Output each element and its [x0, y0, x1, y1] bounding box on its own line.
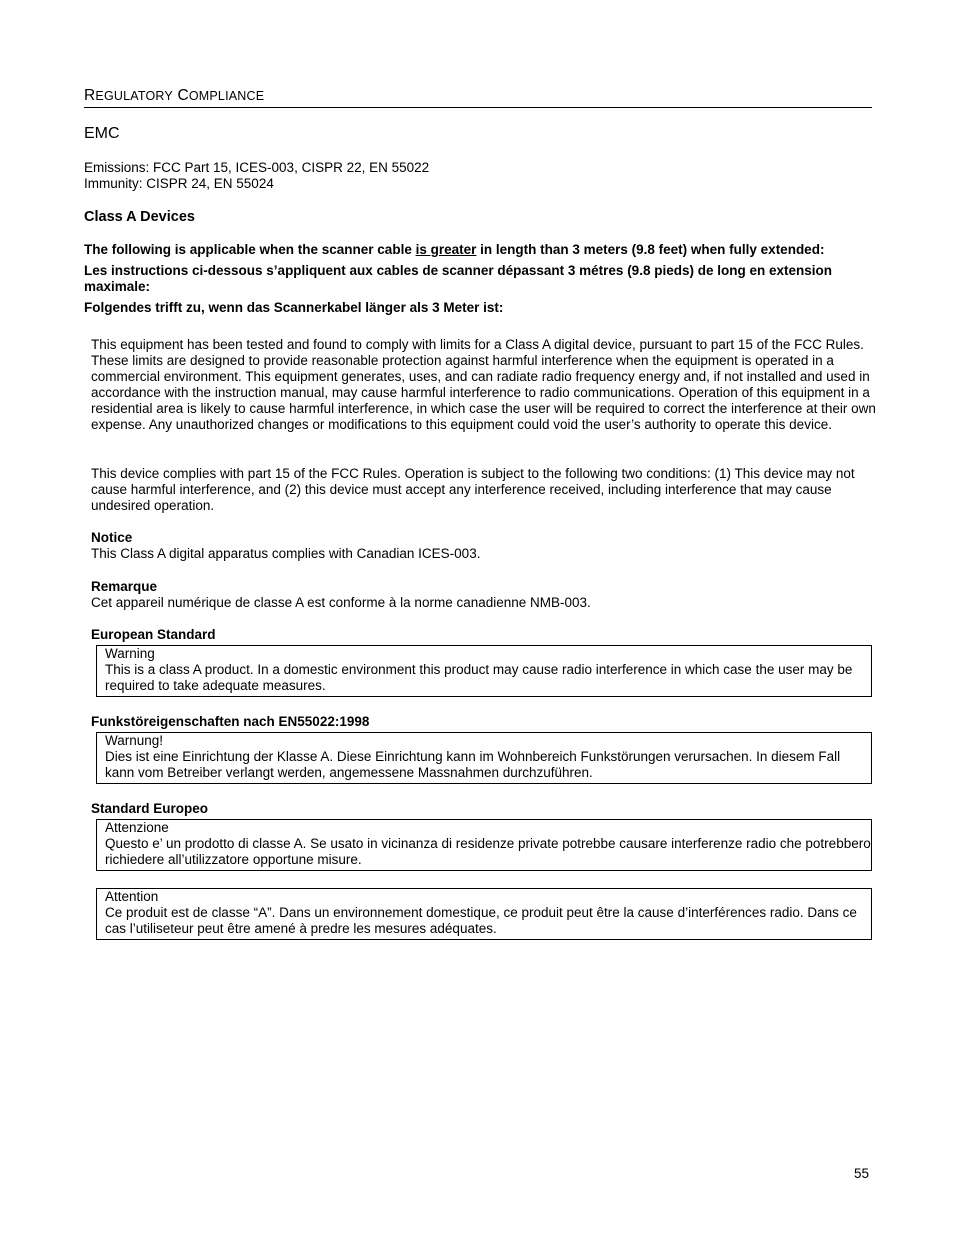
title-initial-r: R [84, 87, 96, 104]
applicability-english [84, 242, 874, 258]
class-a-heading: Class A Devices [84, 209, 195, 225]
notice-text: This Class A digital apparatus complies with Canadian ICES-003. [91, 546, 481, 561]
italian-warning-title: Attenzione [105, 820, 169, 835]
italian-warning-text: Questo e’ un prodotto di classe A. Se usato in vicinanza di residenze private potrebbe causare interferenze radio che potrebbero richiedere all’utilizzatore opportune misure. [105, 836, 871, 867]
emc-heading: EMC [84, 125, 120, 142]
title-rest-compliance: OMPLIANCE [188, 89, 265, 103]
title-rest-regulatory: EGULATORY [95, 89, 173, 103]
european-standard-heading: European Standard [91, 627, 216, 642]
remarque-text: Cet appareil numérique de classe A est conforme à la norme canadienne NMB-003. [91, 595, 591, 610]
french-warning-text: Ce produit est de classe “A”. Dans un environnement domestique, ce produit peut être la cause d’interférences radio. Dans ce cas l’utiliseteur peut être amené à predre les mesures adéquates. [105, 905, 857, 936]
standards-block [84, 160, 429, 192]
notice-heading: Notice [91, 530, 133, 545]
section-title [84, 86, 872, 108]
fcc-paragraph: This equipment has been tested and found to comply with limits for a Class A digital device, pursuant to part 15 of the FCC Rules. These limits are designed to provide reasonable protection against harmful interference when the equipment is operated in a commercial environment. This equipment generates, uses, and can radiate radio frequency energy and, if not installed and used in accordance with the instruction manual, may cause harmful interference to radio communications. Operation of this equipment in a residential area is likely to cause harmful interference, in which case the user will be required to correct the interference at their own expense. Any unauthorized changes or modifications to this equipment could void the user’s authority to operate this device. [91, 337, 876, 432]
applicability-german: Folgendes trifft zu, wenn das Scannerkabel länger als 3 Meter ist: [84, 300, 504, 315]
german-warning-box [96, 732, 872, 784]
part15-paragraph: This device complies with part 15 of the FCC Rules. Operation is subject to the following two conditions: (1) This device may not cause harmful interference, and (2) this device must accept any interference received, including interference that may cause undesired operation. [91, 466, 855, 513]
european-warning-text: This is a class A product. In a domestic environment this product may cause radio interference in which case the user may be required to take adequate measures. [105, 662, 853, 693]
german-standard-heading: Funkstöreigenschaften nach EN55022:1998 [91, 714, 370, 729]
applicability-en-underlined: is greater [415, 242, 477, 257]
emissions-line: Emissions: FCC Part 15, ICES-003, CISPR 22, EN 55022 [84, 160, 430, 175]
page-number: 55 [854, 1166, 870, 1181]
german-warning-text: Dies ist eine Einrichtung der Klasse A. Diese Einrichtung kann im Wohnbereich Funkstörungen verursachen. In diesem Fall kann vom Betreiber verlangt werden, angemessene Massnahmen durchzuführen. [105, 749, 841, 780]
remarque-heading: Remarque [91, 579, 158, 594]
applicability-french: Les instructions ci-dessous s’appliquent aux cables de scanner dépassant 3 métres (9.8 pieds) de long en extension maximale: [84, 263, 832, 294]
french-warning-box [96, 888, 872, 940]
applicability-en-after: in length than 3 meters (9.8 feet) when fully extended: [476, 242, 825, 257]
european-warning-title: Warning [105, 646, 155, 661]
immunity-line: Immunity: CISPR 24, EN 55024 [84, 176, 274, 191]
title-initial-c: C [177, 87, 189, 104]
italian-warning-box [96, 819, 872, 871]
applicability-en-before: The following is applicable when the scanner cable [84, 242, 416, 257]
german-warning-title: Warnung! [105, 733, 164, 748]
italian-standard-heading: Standard Europeo [91, 801, 209, 816]
european-warning-box [96, 645, 872, 697]
french-warning-title: Attention [105, 889, 159, 904]
